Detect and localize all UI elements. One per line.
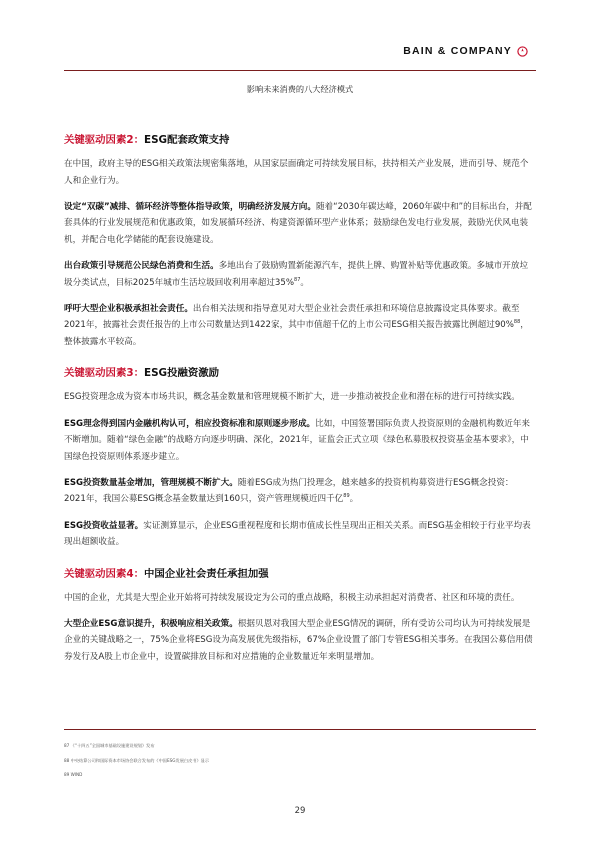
footnote-ref: 87 <box>294 276 301 283</box>
paragraph <box>64 416 534 466</box>
paragraph-text: 出台相关法规和指导意见对大型企业社会责任承担和环境信息披露设定具体要求。截至2021年，披露社会责任报告的上市公司数量达到1422家，其中市值超千亿的上市公司ESG相关报告披露比例超过90% <box>64 303 520 331</box>
paragraph-lead: ESG理念得到国内金融机构认可，相应投资标准和原则逐步形成。 <box>64 418 316 429</box>
compass-logo-icon <box>517 46 528 57</box>
paragraph-text: 实证测算显示，企业ESG重视程度和长期市值成长性呈现出正相关关系。而ESG基金相较于行业平均表现出超额收益。 <box>64 520 531 548</box>
paragraph-lead: ESG投资数量基金增加，管理规模不断扩大。 <box>64 477 238 488</box>
document-title: 影响未来消费的八大经济模式 <box>246 84 354 94</box>
paragraph-text: 多地出台了鼓励购置新能源汽车，提供上牌、购置补贴等优惠政策。多城市开放垃圾分类试点，目标2025年城市生活垃圾回收利用率超过35% <box>64 260 529 288</box>
paragraph-text: ESG投资理念成为资本市场共识，概念基金数量和管理规模不断扩大，进一步推动被投企业和潜在标的进行可持续实践。 <box>64 392 520 403</box>
paragraph-text: 在中国，政府主导的ESG相关政策法规密集落地，从国家层面确定可持续发展目标，扶持相关产业发展，进而引导、规范个人和企业行为。 <box>64 159 529 186</box>
paragraph-tail: 。 <box>349 494 359 505</box>
heading-key: 关键驱动因素2： <box>64 134 144 146</box>
footnote-ref: 88 <box>513 319 521 326</box>
paragraph <box>64 156 534 189</box>
paragraph <box>64 590 534 607</box>
page-number: 29 <box>294 806 306 816</box>
paragraph-text: 随着ESG成为热门投理念，越来越多的投资机构募资进行ESG概念投资：2021年，我国公募ESG概念基金数量达到160只，资产管理规模近四千亿 <box>64 477 514 505</box>
footnote: 87 《“十四五”全国城市基础设施建设规划》发布 <box>64 743 155 748</box>
paragraph-text: 比如，中国签署国际负责人投资原则的金融机构数近年来不断增加。随着“绿色金融”的战略方向逐步明确、深化，2021年，证监会正式立项《绿色私募股权投资基金基本要求》，中国绿色投资原则体系逐步建立。 <box>64 418 531 462</box>
paragraph <box>64 475 534 508</box>
paragraph-tail: ，整体披露水平较高。 <box>64 320 529 347</box>
main-content <box>64 131 534 675</box>
paragraph <box>64 389 534 406</box>
footnote: 88 中央结算公司和国际资本市场协会联合发布的《中国ESG发展白皮书》显示 <box>64 757 210 763</box>
paragraph-lead: 设定“双碳”减排、循环经济等整体指导政策，明确经济发展方向。 <box>64 201 316 212</box>
brand-name: BAIN & COMPANY <box>403 45 512 57</box>
paragraph-lead: 出台政策引导规范公民绿色消费和生活。 <box>64 260 219 271</box>
footnote-divider <box>64 729 536 730</box>
section-esg-investment <box>64 364 534 550</box>
paragraph-text: 中国的企业，尤其是大型企业开始将可持续发展设定为公司的重点战略，积极主动承担起对消费者、社区和环境的责任。 <box>64 592 520 603</box>
heading-title: 中国企业社会责任承担加强 <box>143 567 269 580</box>
paragraph <box>64 258 534 291</box>
section-csr <box>64 565 534 666</box>
section-heading <box>64 565 534 580</box>
heading-title: ESG配套政策支持 <box>143 134 230 146</box>
paragraph-lead: ESG投资收益显著。 <box>64 520 144 531</box>
paragraph <box>64 616 534 666</box>
section-esg-policy <box>64 131 534 350</box>
header-divider <box>64 70 536 71</box>
paragraph-lead: 呼吁大型企业积极承担社会责任。 <box>64 303 193 314</box>
paragraph-text: 根据贝恩对我国大型企业ESG情况的调研，所有受访公司均认为可持续发展是企业的关键战略之一，75%企业将ESG设为高发展优先级指标，67%企业设置了部门专管ESG相关事务。在我国公募信用债券发行及A股上市企业中，设置碳排放目标和对应措施的企业数量近年来明显增加。 <box>64 618 533 662</box>
paragraph <box>64 199 534 249</box>
heading-key: 关键驱动因素4： <box>64 567 144 580</box>
section-heading <box>64 131 534 146</box>
footnotes <box>64 743 534 786</box>
paragraph-tail: 。 <box>300 277 310 288</box>
paragraph <box>64 301 534 351</box>
heading-key: 关键驱动因素3： <box>64 367 144 380</box>
brand-logo <box>403 45 528 57</box>
paragraph-text: 随着“2030年碳达峰，2060年碳中和”的目标出台，并配套具体的行业发展规范和优惠政策，如发展循环经济、构建资源循环型产业体系；鼓励绿色发电行业发展，鼓励光伏风电装机，并配合电化学储能的配套设施建设。 <box>64 201 532 245</box>
section-heading <box>64 364 534 379</box>
paragraph-lead: 大型企业ESG意识提升，积极响应相关政策。 <box>64 618 238 629</box>
footnote: 89 WIND <box>64 772 83 777</box>
footnote-ref: 89 <box>343 493 350 500</box>
paragraph <box>64 518 534 551</box>
heading-title: ESG投融资激励 <box>143 367 220 380</box>
